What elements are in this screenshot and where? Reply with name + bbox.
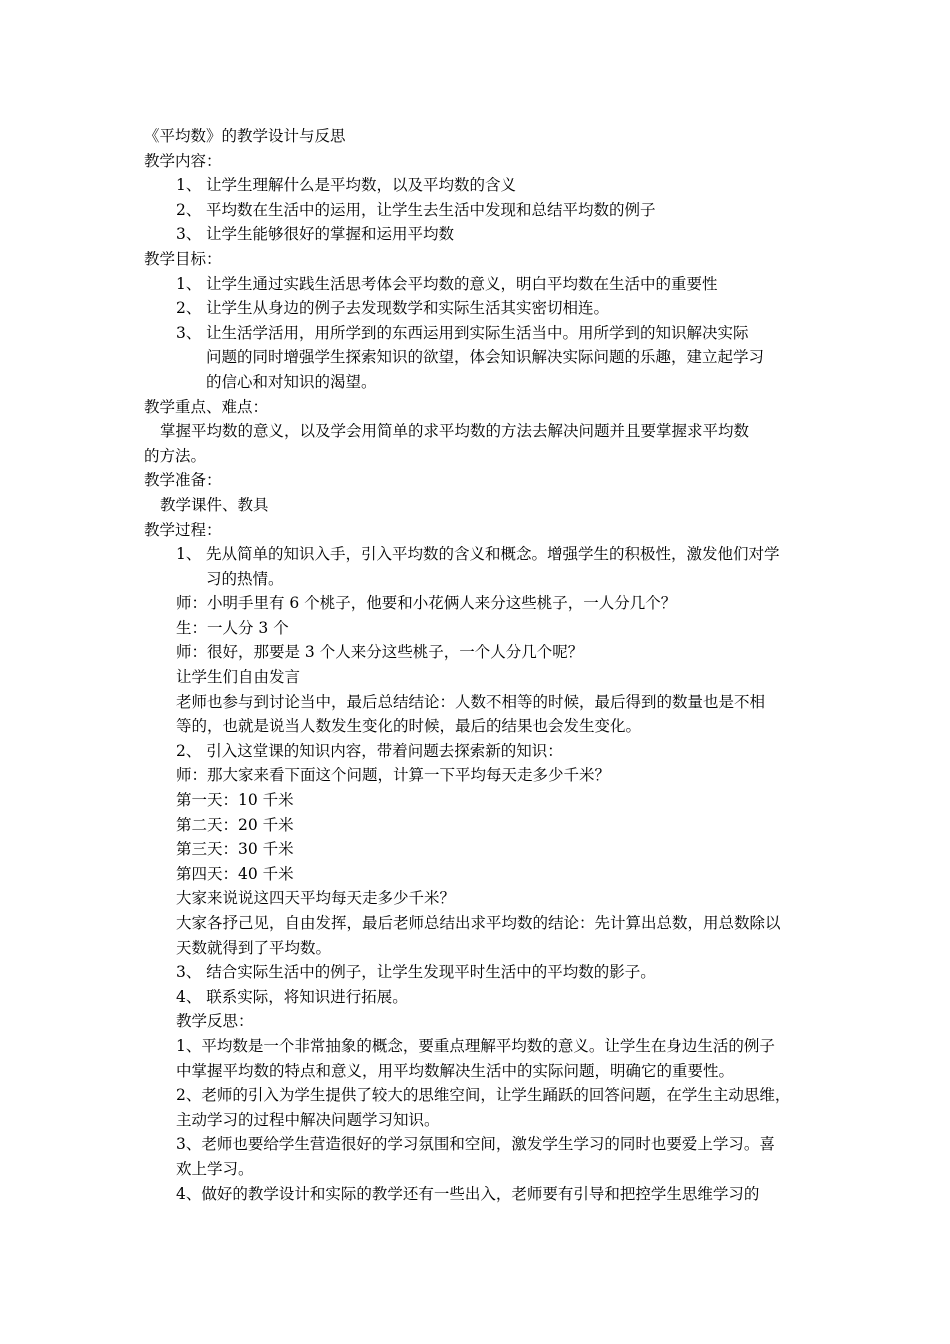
item-number: 3、 xyxy=(176,323,202,342)
item-text: 平均数在生活中的运用，让学生去生活中发现和总结平均数的例子 xyxy=(206,200,656,219)
day-distance: 第二天：20 千米 xyxy=(176,815,294,834)
item-text: 先从简单的知识入手，引入平均数的含义和概念。增强学生的积极性，激发他们对学 xyxy=(206,545,780,564)
item-number: 3、 xyxy=(176,225,202,244)
content-item-1 xyxy=(144,173,816,198)
section-heading-goals: 教学目标： xyxy=(144,249,222,268)
item-number: 1、 xyxy=(176,274,202,293)
section-heading-key-points: 教学重点、难点： xyxy=(144,397,269,416)
reflection-item-3: 3、老师也要给学生营造很好的学习氛围和空间，激发学生学习的同时也要爱上学习。喜 xyxy=(176,1135,775,1154)
document-body xyxy=(144,124,816,1206)
day-distance: 第三天：30 千米 xyxy=(176,840,294,859)
class-answer: 大家各抒己见，自由发挥，最后老师总结出求平均数的结论：先计算出总数，用总数除以 xyxy=(176,914,781,932)
goal-item-2 xyxy=(144,296,816,321)
content-item-2 xyxy=(144,198,816,223)
reflection-item-1: 1、平均数是一个非常抽象的概念，要重点理解平均数的意义。让学生在身边生活的例子 xyxy=(176,1036,775,1055)
dialog-line: 师：很好，那要是 3 个人来分这些桃子，一个人分几个呢？ xyxy=(176,643,584,662)
item-text: 让学生从身边的例子去发现数学和实际生活其实密切相连。 xyxy=(206,299,610,318)
process-item-1 xyxy=(144,542,816,567)
key-points-text-continuation: 的方法。 xyxy=(144,446,207,465)
goal-item-3-continuation: 问题的同时增强学生探索知识的欲望，体会知识解决实际问题的乐趣，建立起学习 xyxy=(206,348,765,367)
goal-item-3-continuation: 的信心和对知识的渴望。 xyxy=(206,372,377,391)
process-item-1-continuation: 习的热情。 xyxy=(206,569,284,588)
item-number: 2、 xyxy=(176,299,202,318)
teacher-conclusion: 老师也参与到讨论当中，最后总结结论：人数不相等的时候，最后得到的数量也是不相 xyxy=(176,692,766,711)
section-heading-reflection: 教学反思： xyxy=(176,1012,254,1031)
process-item-2: 2、 引入这堂课的知识内容，带着问题去探索新的知识： xyxy=(176,741,563,760)
item-number: 1、 xyxy=(176,545,202,564)
goal-item-3 xyxy=(144,321,816,346)
item-text: 让学生能够很好的掌握和运用平均数 xyxy=(206,225,455,244)
process-item-4: 4、 联系实际，将知识进行拓展。 xyxy=(176,987,408,1006)
teacher-question: 师：那大家来看下面这个问题，计算一下平均每天走多少千米？ xyxy=(176,766,611,785)
prep-text: 教学课件、教具 xyxy=(160,495,269,514)
item-text: 让学生通过实践生活思考体会平均数的意义，明白平均数在生活中的重要性 xyxy=(206,274,718,293)
item-number: 1、 xyxy=(176,176,202,195)
item-text: 让学生理解什么是平均数，以及平均数的含义 xyxy=(206,176,517,195)
class-answer-continuation: 天数就得到了平均数。 xyxy=(176,938,332,957)
content-item-3 xyxy=(144,222,816,247)
teacher-conclusion-continuation: 等的，也就是说当人数发生变化的时候，最后的结果也会发生变化。 xyxy=(176,717,642,736)
reflection-item-4: 4、做好的教学设计和实际的教学还有一些出入，老师要有引导和把控学生思维学习的 xyxy=(176,1184,760,1203)
key-points-text: 掌握平均数的意义，以及学会用简单的求平均数的方法去解决问题并且要掌握求平均数 xyxy=(160,422,750,441)
process-item-3: 3、 结合实际生活中的例子，让学生发现平时生活中的平均数的影子。 xyxy=(176,963,656,982)
class-question: 大家来说说这四天平均每天走多少千米？ xyxy=(176,889,456,908)
reflection-item-3-continuation: 欢上学习。 xyxy=(176,1159,254,1178)
document-title: 《平均数》的教学设计与反思 xyxy=(144,127,346,145)
section-heading-content: 教学内容： xyxy=(144,151,222,170)
section-heading-process: 教学过程： xyxy=(144,520,222,539)
dialog-line: 生：一人分 3 个 xyxy=(176,618,289,637)
reflection-item-2-continuation: 主动学习的过程中解决问题学习知识。 xyxy=(176,1110,440,1129)
section-heading-prep: 教学准备： xyxy=(144,471,222,490)
dialog-line: 师：小明手里有 6 个桃子，他要和小花俩人来分这些桃子，一人分几个？ xyxy=(176,594,677,613)
reflection-item-2: 2、老师的引入为学生提供了较大的思维空间，让学生踊跃的回答问题，在学生主动思维， xyxy=(176,1086,791,1105)
item-text: 让生活学活用，用所学到的东西运用到实际生活当中。用所学到的知识解决实际 xyxy=(206,323,749,342)
day-distance: 第一天：10 千米 xyxy=(176,791,294,810)
day-distance: 第四天：40 千米 xyxy=(176,864,294,883)
goal-item-1 xyxy=(144,272,816,297)
dialog-line: 让学生们自由发言 xyxy=(176,668,301,687)
item-number: 2、 xyxy=(176,200,202,219)
reflection-item-1-continuation: 中掌握平均数的特点和意义，用平均数解决生活中的实际问题，明确它的重要性。 xyxy=(176,1061,735,1080)
